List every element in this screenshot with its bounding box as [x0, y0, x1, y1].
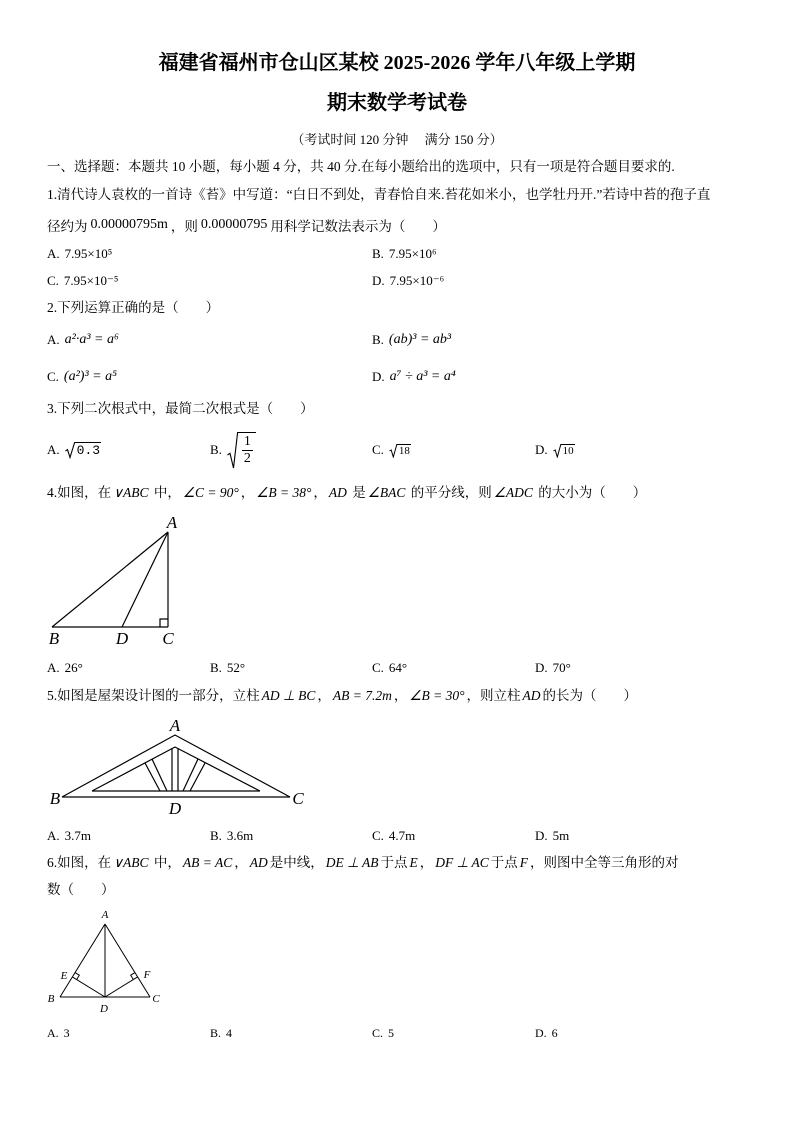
option-d — [535, 658, 571, 678]
outer-rafters — [62, 735, 290, 797]
option-letter: A. — [47, 828, 60, 843]
math-expression: AD ⊥ BC — [261, 688, 316, 703]
option-c — [47, 271, 118, 291]
option-value: 3 — [63, 1026, 70, 1040]
option-letter: C. — [372, 828, 384, 843]
option-c — [372, 430, 411, 470]
option-value: 5m — [552, 828, 570, 843]
vertex-label-b: B — [47, 993, 55, 1005]
option-letter: C. — [372, 442, 384, 457]
section-heading: 一、选择题：本题共 10 小题，每小题 4 分，共 40 分.在每小题给出的选项中，只有一项是符合题目要求的. — [47, 159, 675, 174]
stem-text: 5.如图是屋架设计图的一部分，立柱 — [47, 688, 260, 703]
math-expression: ∨ABC — [113, 855, 149, 870]
right-strut-edge — [190, 763, 205, 791]
radical-expression — [553, 443, 575, 458]
point-label-e: E — [60, 970, 68, 982]
option-letter: A. — [47, 442, 60, 457]
option-b — [210, 658, 245, 678]
question-stem-line — [47, 483, 646, 503]
option-letter: A. — [47, 1026, 59, 1040]
option-a — [47, 330, 119, 350]
math-expression: ∠B = 38° — [256, 485, 312, 500]
option-value: 7.95×10⁻⁵ — [63, 273, 119, 288]
exam-title-line-2: 期末数学考试卷 — [327, 92, 467, 114]
radical-sign-icon — [227, 431, 239, 469]
fraction — [239, 432, 256, 467]
stem-text: 3.下列二次根式中，最简二次根式是（ ） — [47, 401, 314, 416]
right-angle-mark — [160, 619, 168, 627]
segment-ad — [122, 532, 168, 627]
option-letter: B. — [372, 332, 384, 347]
option-b — [210, 430, 256, 470]
option-value: 4.7m — [388, 828, 416, 843]
question-stem-line — [47, 880, 115, 900]
math-expression: DE ⊥ AB — [325, 855, 379, 870]
option-letter: D. — [535, 1026, 547, 1040]
stem-text: 的长为（ ） — [542, 688, 637, 703]
option-c — [372, 826, 415, 846]
option-letter: A. — [47, 660, 60, 675]
stem-text: ， — [393, 688, 408, 703]
stem-text: ，则立柱 — [466, 688, 521, 703]
option-letter: C. — [372, 1026, 384, 1040]
option-a — [47, 244, 112, 264]
option-value: 26° — [64, 660, 83, 675]
math-expression: ∠C = 90° — [182, 485, 239, 500]
math-expression: ∠BAC — [367, 485, 406, 500]
option-letter: B. — [210, 1026, 222, 1040]
side-ab — [60, 924, 105, 997]
radicand: 18 — [398, 444, 410, 457]
option-b — [372, 244, 437, 264]
segment-de — [72, 977, 105, 997]
option-d — [535, 826, 569, 846]
radical-sign-icon — [65, 441, 76, 459]
question-stem-line — [47, 185, 710, 205]
option-letter: D. — [535, 660, 548, 675]
stem-text: 中， — [150, 485, 181, 500]
radical-expression — [389, 443, 411, 458]
stem-text: 数（ ） — [47, 882, 115, 897]
vertex-label-b: B — [48, 629, 60, 648]
vertex-label-c: C — [152, 993, 160, 1005]
fraction-denominator: 2 — [243, 451, 251, 466]
option-letter: C. — [47, 369, 59, 384]
fraction-numerator: 1 — [243, 434, 251, 449]
option-a — [47, 658, 83, 678]
side-ac — [105, 924, 150, 997]
option-value: (a²)³ = a⁵ — [63, 369, 117, 384]
option-c — [372, 1023, 394, 1043]
stem-text: 于点 — [490, 855, 518, 870]
vertex-label-a: A — [169, 716, 181, 735]
vertex-label-a: A — [166, 513, 178, 532]
option-value: 52° — [226, 660, 246, 675]
option-letter: D. — [535, 442, 548, 457]
option-letter: D. — [372, 369, 385, 384]
option-c — [47, 367, 117, 387]
exam-subtitle: （考试时间 120 分钟 满分 150 分） — [291, 132, 503, 147]
stem-text: 是 — [348, 485, 366, 500]
math-expression: AD — [522, 688, 541, 703]
stem-text: 1.清代诗人袁枚的一首诗《苔》中写道：“白日不到处，青春恰自来.苔花如米小，也学牡丹开.”若诗中苔的孢子直 — [47, 187, 711, 202]
question-stem-line — [47, 853, 679, 873]
option-value: 5 — [388, 1026, 395, 1040]
option-c — [372, 658, 407, 678]
radical-sign-icon — [389, 443, 398, 458]
math-expression: E — [409, 855, 418, 870]
radicand: 0.3 — [76, 443, 101, 458]
question-stem-line — [47, 217, 446, 238]
stem-text: ，则图中全等三角形的对 — [530, 855, 679, 870]
stem-text: 2.下列运算正确的是（ ） — [47, 300, 220, 315]
left-strut-edge — [145, 763, 160, 791]
option-value: 3.6m — [226, 828, 254, 843]
vertex-label-d: D — [100, 1003, 108, 1015]
option-letter: A. — [47, 332, 60, 347]
option-d — [372, 271, 444, 291]
inner-rafters — [92, 747, 260, 791]
right-strut-edge — [183, 759, 198, 791]
number-value: 0.00000795m — [90, 217, 168, 232]
stem-text: 4.如图，在 — [47, 485, 112, 500]
option-value: a⁷ ÷ a³ = a⁴ — [389, 369, 456, 384]
option-value: (ab)³ = ab³ — [388, 332, 452, 347]
question-stem-line — [47, 298, 219, 318]
option-b — [210, 1023, 232, 1043]
segment-df — [105, 977, 138, 997]
radicand: 10 — [562, 444, 574, 457]
radical-expression — [227, 431, 256, 469]
stem-text: ，则 — [170, 219, 198, 234]
math-expression: ∨ABC — [113, 485, 149, 500]
math-expression: ∠ADC — [493, 485, 533, 500]
math-expression: AB = 7.2m — [332, 688, 392, 703]
option-letter: C. — [47, 273, 59, 288]
vertex-label-c: C — [162, 629, 174, 648]
radical-sign-icon — [553, 443, 562, 458]
math-expression: AB = AC — [182, 855, 233, 870]
option-a — [47, 826, 91, 846]
figure-roof-truss — [0, 712, 320, 822]
option-d — [535, 1023, 558, 1043]
option-letter: B. — [372, 246, 384, 261]
option-letter: D. — [372, 273, 385, 288]
math-expression: AD — [328, 485, 347, 500]
stem-text: ， — [313, 485, 327, 500]
option-value: 70° — [552, 660, 571, 675]
stem-text: 用科学记数法表示为（ ） — [270, 219, 446, 234]
number-value: 0.00000795 — [200, 217, 268, 232]
option-value: 7.95×10⁻⁶ — [389, 273, 445, 288]
radical-expression — [65, 441, 101, 459]
question-stem-line — [47, 399, 314, 419]
stem-text: 于点 — [380, 855, 408, 870]
stem-text: ， — [240, 485, 255, 500]
option-value: 4 — [226, 1026, 233, 1040]
figure-right-triangle — [0, 505, 230, 655]
side-ab — [52, 532, 168, 627]
vertex-label-b: B — [49, 789, 61, 808]
math-expression: ∠B = 30° — [409, 688, 465, 703]
math-expression: F — [519, 855, 529, 870]
stem-text: 6.如图，在 — [47, 855, 112, 870]
option-letter: D. — [535, 828, 548, 843]
option-b — [210, 826, 253, 846]
vertex-label-d: D — [168, 799, 182, 818]
stem-text: ， — [317, 688, 331, 703]
option-d — [372, 367, 456, 387]
option-value: 6 — [551, 1026, 558, 1040]
exam-title-line-1: 福建省福州市仓山区某校 2025-2026 学年八年级上学期 — [158, 52, 636, 74]
stem-text: ， — [419, 855, 434, 870]
math-expression: DF ⊥ AC — [435, 855, 489, 870]
option-value: a²·a³ = a⁶ — [64, 332, 119, 347]
option-letter: A. — [47, 246, 60, 261]
option-letter: C. — [372, 660, 384, 675]
point-label-f: F — [143, 969, 151, 981]
stem-text: ， — [234, 855, 248, 870]
option-letter: B. — [210, 660, 222, 675]
stem-text: 中， — [150, 855, 181, 870]
stem-text: 是中线， — [269, 855, 324, 870]
option-a — [47, 430, 101, 470]
figure-isosceles-triangle — [0, 905, 180, 1020]
option-value: 7.95×10⁵ — [64, 246, 113, 261]
option-value: 64° — [388, 660, 408, 675]
option-b — [372, 330, 451, 350]
question-stem-line — [47, 686, 637, 706]
stem-text: 径约为 — [47, 219, 88, 234]
option-value: 3.7m — [64, 828, 92, 843]
option-letter: B. — [210, 442, 222, 457]
math-expression: AD — [249, 855, 268, 870]
option-value: 7.95×10⁶ — [388, 246, 437, 261]
option-d — [535, 430, 575, 470]
vertex-label-c: C — [292, 789, 304, 808]
stem-text: 的平分线，则 — [407, 485, 492, 500]
left-strut-edge — [152, 759, 167, 791]
vertex-label-a: A — [101, 909, 109, 921]
stem-text: 的大小为（ ） — [534, 485, 647, 500]
option-a — [47, 1023, 70, 1043]
vertex-label-d: D — [115, 629, 129, 648]
option-letter: B. — [210, 828, 222, 843]
